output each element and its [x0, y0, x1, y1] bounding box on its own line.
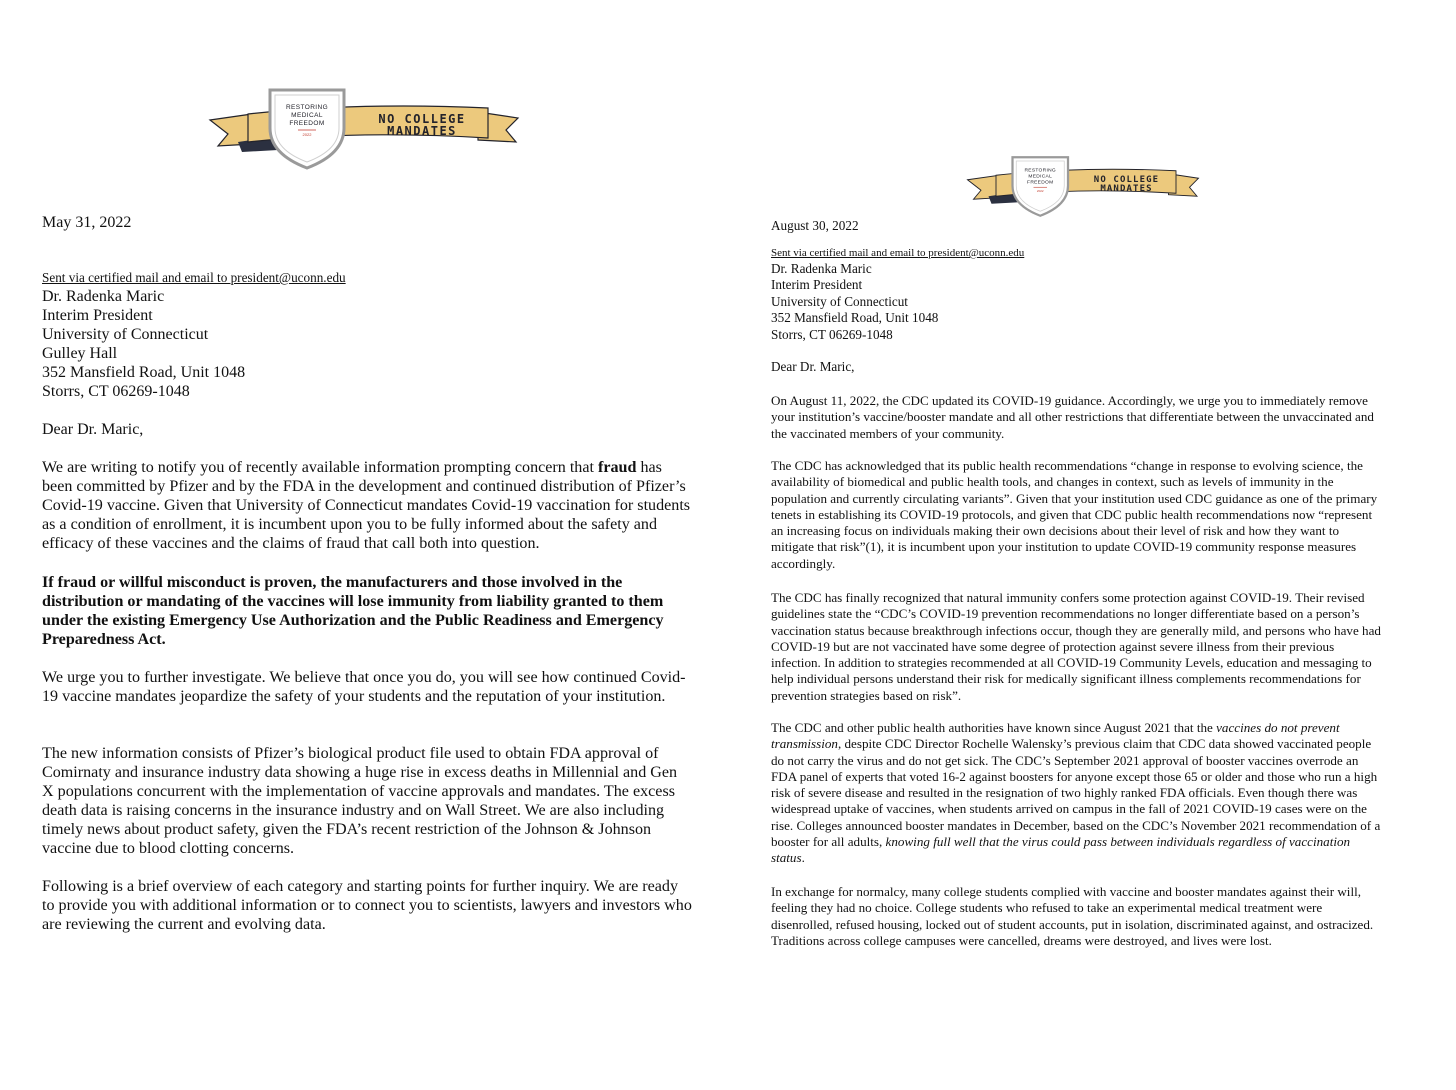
- address-line: Interim President: [771, 277, 863, 293]
- paragraph-4-text-c: .: [801, 850, 805, 866]
- letter-date: August 30, 2022: [771, 218, 859, 233]
- sent-via-line: Sent via certified mail and email to president@uconn.edu: [771, 247, 1025, 259]
- address-line: 352 Mansfield Road, Unit 1048: [771, 310, 939, 326]
- recipient-address: [42, 287, 245, 401]
- fraud-emphasis: fraud: [598, 459, 637, 476]
- logo-shield-line-2: MEDICAL: [291, 112, 323, 119]
- salutation: Dear Dr. Maric,: [771, 359, 855, 374]
- letter-date: May 31, 2022: [42, 214, 132, 231]
- paragraph-1-text-a: We are writing to notify you of recently available information prompting concern that: [42, 459, 598, 476]
- paragraph-4-text-b: , despite CDC Director Rochelle Walensky’s previous claim that CDC data showed vaccinated people do not carry the virus and do not get sick. The CDC’s September 2021 approval of booster vaccines overrode an FDA panel of experts that voted 16-2 against boosters for anyone except those 65 or older and those who run a high risk of severe disease and resulted in the resignation of two highly ranked FDA officials. Even though there was widespread uptake of vaccines, when students arrived on campus in the fall of 2021 COVID-19 cases were on the rise. Colleges announced booster mandates in December, based on the CDC’s November 2021 recommendation of a booster for all adults,: [771, 736, 1381, 850]
- logo-shield-line-1: RESTORING: [285, 104, 329, 111]
- logo-graphic: [208, 84, 520, 170]
- paragraph-4-italic-1: vaccines do not prevent transmission: [771, 720, 1340, 752]
- logo-banner-line-2: MANDATES: [1100, 184, 1153, 194]
- logo-banner-line-2: MANDATES: [387, 124, 457, 138]
- paragraph-4: [771, 720, 1383, 867]
- address-line: Dr. Radenka Maric: [42, 288, 165, 305]
- paragraph-5: Following is a brief overview of each category and starting points for further inquiry. We are ready to provide you with additional information or to connect you to scientists, lawyers and investors who are reviewing the current and evolving data.: [42, 878, 692, 934]
- address-line: 352 Mansfield Road, Unit 1048: [42, 364, 246, 381]
- logo-shield-year: 2022: [1036, 188, 1044, 193]
- paragraph-1: [42, 458, 692, 553]
- logo-shield-line-3: FREEDOM: [1027, 180, 1054, 186]
- paragraph-3: We urge you to further investigate. We believe that once you do, you will see how continued Covid-19 vaccine mandates jeopardize the safety of your students and the reputation of your institution.: [42, 669, 686, 706]
- address-line: Storrs, CT 06269-1048: [42, 383, 190, 400]
- logo-banner-line-1: NO COLLEGE: [1093, 175, 1160, 185]
- address-line: University of Connecticut: [42, 326, 209, 343]
- logo-shield-line-3: FREEDOM: [289, 120, 325, 127]
- sent-via-line: Sent via certified mail and email to president@uconn.edu: [42, 270, 346, 285]
- restoring-medical-freedom-logo: [966, 152, 1200, 218]
- paragraph-2-bold-text: If fraud or willful misconduct is proven, the manufacturers and those involved in the distribution or mandating of the vaccines will lose immunity from liability granted to them under the existing Emergency Use Authorization and the Public Readiness and Emergency Preparedness Act.: [42, 574, 664, 649]
- paragraph-1-text-b: has been committed by Pfizer and by the FDA in the development and continued distribution of Pfizer’s Covid-19 vaccine. Given that University of Connecticut mandates Covid-19 vaccination for students as a condition of enrollment, it is incumbent upon you to be fully informed about the safety and efficacy of these vaccines and the claims of fraud that call both into question.: [42, 459, 691, 553]
- logo-shield-line-1: RESTORING: [1024, 168, 1057, 174]
- logo-banner-line-1: NO COLLEGE: [378, 112, 466, 126]
- logo-shield-year: 2022: [302, 132, 312, 137]
- paragraph-4-text-a: The CDC and other public health authorities have known since August 2021 that the: [771, 720, 1217, 735]
- address-line: University of Connecticut: [771, 293, 908, 309]
- restoring-medical-freedom-logo: [208, 84, 520, 170]
- address-line: Storrs, CT 06269-1048: [771, 326, 893, 342]
- paragraph-3: The CDC has finally recognized that natural immunity confers some protection against COVID-19. Their revised guidelines state the “CDC’s COVID-19 prevention recommendations no longer differentiate based on a person’s vaccination status because breakthrough infections occur, though they are generally mild, and persons who have had COVID-19 but are not vaccinated have some degree of protection against severe illness from their previous infection. In addition to strategies recommended at all COVID-19 Community Levels, education and messaging to help individual persons understand their risk for medically significant illness complements recommendations for prevention strategies based on risk”.: [771, 590, 1381, 703]
- paragraph-4: The new information consists of Pfizer’s biological product file used to obtain FDA approval of Comirnaty and insurance industry data showing a huge rise in excess deaths in Millennial and Gen X populations concurrent with the implementation of vaccine approvals and mandates. The excess death data is raising concerns in the insurance industry and on Wall Street. We are also including timely news about product safety, given the FDA’s recent restriction of the Johnson & Johnson vaccine due to blood clotting concerns.: [42, 745, 678, 858]
- address-line: Interim President: [42, 307, 153, 324]
- address-line: Dr. Radenka Maric: [771, 261, 872, 276]
- logo-shield-line-2: MEDICAL: [1028, 174, 1053, 180]
- letter-august-30: [728, 0, 1456, 1090]
- paragraph-2: The CDC has acknowledged that its public health recommendations “change in response to evolving science, the availability of biomedical and public health tools, and changes in context, such as levels of immunity in the population and currently circulating variants”. Given that your institution used CDC guidance as one of the primary tenets in establishing its COVID-19 protocols, and given that CDC public health recommendations now “represent an increasing focus on individuals making their own decisions about their level of risk and how they want to mitigate that risk”(1), it is incumbent upon your institution to update COVID-19 community response measures accordingly.: [771, 458, 1378, 571]
- salutation: Dear Dr. Maric,: [42, 421, 144, 438]
- paragraph-4-italic-2: knowing full well that the virus could pass between individuals regardless of vaccination status: [771, 834, 1351, 866]
- address-line: Gulley Hall: [42, 345, 118, 362]
- logo-graphic: [966, 152, 1200, 218]
- paragraph-5: In exchange for normalcy, many college students complied with vaccine and booster mandates against their will, feeling they had no choice. College students who refused to take an experimental medical treatment were disenrolled, refused housing, locked out of student accounts, put in isolation, discriminated against, and ostracized. Traditions across college campuses were cancelled, dreams were destroyed, and lives were lost.: [771, 884, 1374, 948]
- paragraph-2: [42, 573, 692, 649]
- recipient-address: [771, 261, 938, 343]
- paragraph-1: On August 11, 2022, the CDC updated its COVID-19 guidance. Accordingly, we urge you to immediately remove your institution’s vaccine/booster mandate and all other restrictions that differentiate between the unvaccinated and the vaccinated members of your community.: [771, 393, 1374, 441]
